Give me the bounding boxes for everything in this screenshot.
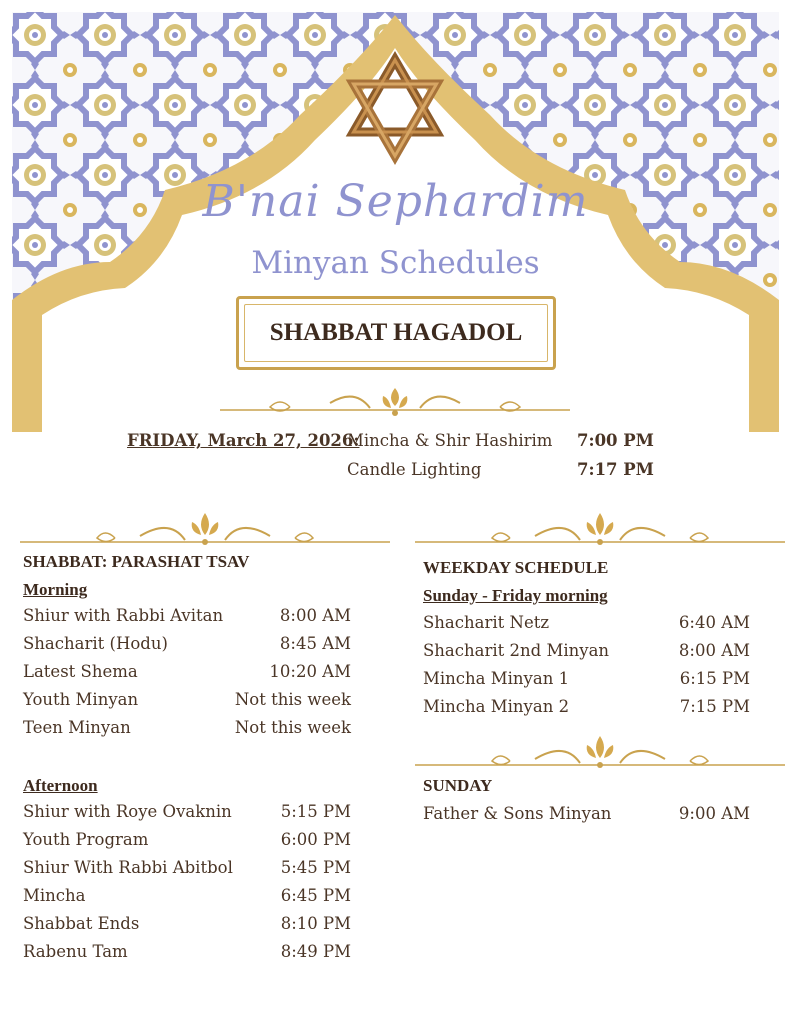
item-time: 6:00 PM: [280, 830, 351, 849]
item-time: 8:45 AM: [279, 634, 351, 653]
friday-date: FRIDAY, March 27, 2026:: [127, 431, 360, 450]
item-name: Shiur with Roye Ovaknin: [23, 802, 232, 821]
item-name: Mincha Minyan 2: [423, 697, 570, 716]
weekday-subheading: Sunday - Friday morning: [423, 586, 608, 605]
left-divider-ornament: [20, 505, 390, 550]
item-time: Not this week: [234, 718, 351, 737]
item-name: Mincha: [23, 886, 86, 905]
list-item: [423, 613, 750, 641]
list-item: [423, 669, 750, 697]
item-time: 6:45 PM: [280, 886, 351, 905]
item-name: Father & Sons Minyan: [423, 804, 612, 823]
list-item: [23, 914, 351, 942]
list-item: [423, 641, 750, 669]
friday-item-time: 7:17 PM: [577, 460, 654, 479]
item-time: 6:40 AM: [678, 613, 750, 632]
list-item: [23, 690, 351, 718]
item-time: 5:15 PM: [280, 802, 351, 821]
page-subtitle: Minyan Schedules: [251, 245, 540, 281]
list-item: [423, 804, 750, 832]
list-item: [23, 858, 351, 886]
morning-list: [23, 606, 351, 746]
list-item: [23, 718, 351, 746]
item-name: Youth Program: [23, 830, 149, 849]
item-time: 8:00 AM: [678, 641, 750, 660]
item-time: 6:15 PM: [679, 669, 750, 688]
right-divider-ornament: [415, 505, 785, 550]
friday-row: [127, 431, 667, 460]
item-name: Shacharit Netz: [423, 613, 550, 632]
friday-item-time: 7:00 PM: [577, 431, 654, 450]
weekday-heading: WEEKDAY SCHEDULE: [423, 558, 609, 577]
item-name: Rabenu Tam: [23, 942, 128, 961]
list-item: [23, 634, 351, 662]
congregation-title: B'nai Sephardim: [202, 176, 589, 227]
item-time: Not this week: [234, 690, 351, 709]
friday-schedule: [127, 431, 667, 489]
friday-item-label: Mincha & Shir Hashirim: [347, 431, 553, 450]
sunday-list: [423, 804, 750, 832]
morning-heading: Morning: [23, 580, 88, 599]
occasion-title: SHABBAT HAGADOL: [269, 319, 523, 346]
shabbat-heading: SHABBAT: PARASHAT TSAV: [23, 552, 250, 571]
list-item: [423, 697, 750, 725]
sunday-heading: SUNDAY: [423, 776, 493, 795]
item-time: 8:10 PM: [280, 914, 351, 933]
list-item: [23, 606, 351, 634]
afternoon-list: [23, 802, 351, 970]
list-item: [23, 802, 351, 830]
item-name: Mincha Minyan 1: [423, 669, 570, 688]
list-item: [23, 830, 351, 858]
list-item: [23, 886, 351, 914]
item-time: 7:15 PM: [679, 697, 750, 716]
occasion-banner: [236, 296, 556, 370]
item-name: Shiur with Rabbi Avitan: [23, 606, 224, 625]
item-name: Shacharit 2nd Minyan: [423, 641, 610, 660]
friday-row: [127, 460, 667, 489]
item-time: 5:45 PM: [280, 858, 351, 877]
item-name: Youth Minyan: [23, 690, 139, 709]
item-name: Shabbat Ends: [23, 914, 140, 933]
item-time: 8:00 AM: [279, 606, 351, 625]
friday-item-label: Candle Lighting: [347, 460, 482, 479]
item-time: 10:20 AM: [269, 662, 351, 681]
sunday-divider-ornament: [415, 728, 785, 773]
item-name: Shiur With Rabbi Abitbol: [23, 858, 233, 877]
item-time: 9:00 AM: [678, 804, 750, 823]
item-name: Teen Minyan: [23, 718, 131, 737]
weekday-list: [423, 613, 750, 725]
item-name: Latest Shema: [23, 662, 138, 681]
list-item: [23, 662, 351, 690]
list-item: [23, 942, 351, 970]
item-time: 8:49 PM: [280, 942, 351, 961]
item-name: Shacharit (Hodu): [23, 634, 168, 653]
afternoon-heading: Afternoon: [23, 776, 98, 795]
